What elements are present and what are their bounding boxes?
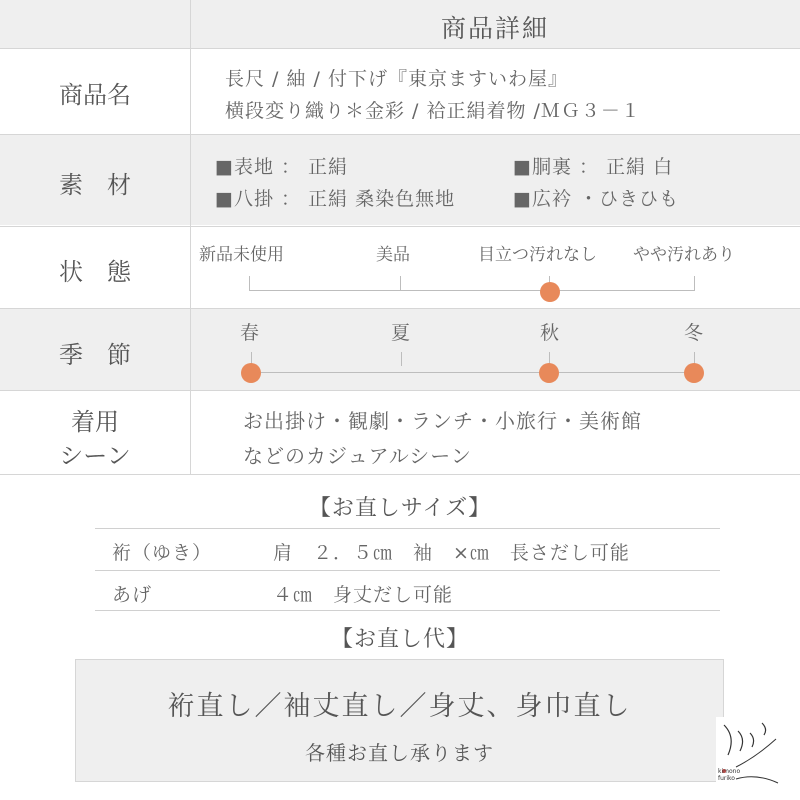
season-selected-marker bbox=[684, 363, 704, 383]
material-item: ■胴裏 ： 正絹 白 bbox=[513, 156, 674, 178]
product-name-line1: 長尺 / 紬 / 付下げ『東京ますいわ屋』 bbox=[225, 68, 568, 90]
material-item: ■八掛 ： 正絹 桑染色無地 bbox=[215, 188, 456, 210]
column-divider bbox=[190, 0, 191, 474]
season-option: 冬 bbox=[684, 322, 705, 344]
row-label-name: 商品名 bbox=[59, 81, 131, 109]
condition-tick bbox=[249, 276, 250, 290]
logo bbox=[716, 717, 784, 787]
size-row-label: 裄（ゆき） bbox=[112, 542, 213, 564]
condition-tick bbox=[400, 276, 401, 290]
alteration-fee-main: 裄直し／袖丈直し／身丈、身巾直し bbox=[167, 691, 632, 722]
condition-tick bbox=[694, 276, 695, 290]
condition-selected-marker bbox=[540, 282, 560, 302]
divider bbox=[0, 48, 800, 49]
row-label-condition: 状 態 bbox=[59, 258, 131, 286]
season-option: 秋 bbox=[540, 322, 561, 344]
size-row-label: あげ bbox=[112, 584, 153, 606]
condition-option: やや汚れあり bbox=[633, 245, 735, 265]
season-option: 春 bbox=[240, 322, 261, 344]
logo-text: kimono furiko bbox=[718, 768, 741, 782]
scene-line1: お出掛け・観劇・ランチ・小旅行・美術館 bbox=[243, 409, 642, 433]
alteration-fee-sub: 各種お直し承ります bbox=[305, 741, 494, 765]
divider bbox=[0, 390, 800, 391]
page-title: 商品詳細 bbox=[440, 14, 549, 43]
condition-option: 美品 bbox=[376, 245, 410, 265]
divider bbox=[95, 528, 720, 529]
season-tick bbox=[401, 352, 402, 366]
divider bbox=[0, 226, 800, 227]
scene-line2: などのカジュアルシーン bbox=[243, 444, 472, 468]
condition-scale-line bbox=[249, 290, 695, 291]
condition-option: 新品未使用 bbox=[199, 245, 284, 265]
alteration-size-heading: 【お直しサイズ】 bbox=[308, 496, 492, 521]
season-selected-marker bbox=[539, 363, 559, 383]
size-row-value: 肩 ２．５㎝ 袖 ×㎝ 長さだし可能 bbox=[273, 542, 630, 564]
condition-option: 目立つ汚れなし bbox=[478, 245, 597, 265]
size-row-value: ４㎝ 身丈だし可能 bbox=[273, 584, 454, 606]
row-label-season: 季 節 bbox=[59, 341, 131, 369]
material-item: ■広衿 ・ひきひも bbox=[513, 188, 679, 210]
divider bbox=[0, 474, 800, 475]
season-option: 夏 bbox=[391, 322, 412, 344]
season-scale-line bbox=[251, 372, 694, 373]
row-label-material: 素 材 bbox=[59, 171, 131, 199]
alteration-fee-heading: 【お直し代】 bbox=[330, 627, 469, 652]
row-label-scene: シーン bbox=[59, 442, 131, 470]
row-label-scene: 着用 bbox=[71, 408, 119, 436]
product-name-line2: 横段変り織り＊金彩 / 袷正絹着物 /ＭＧ３－１ bbox=[225, 100, 641, 122]
material-item: ■表地 ： 正絹 bbox=[215, 156, 349, 178]
season-selected-marker bbox=[241, 363, 261, 383]
divider bbox=[95, 570, 720, 571]
divider bbox=[95, 610, 720, 611]
